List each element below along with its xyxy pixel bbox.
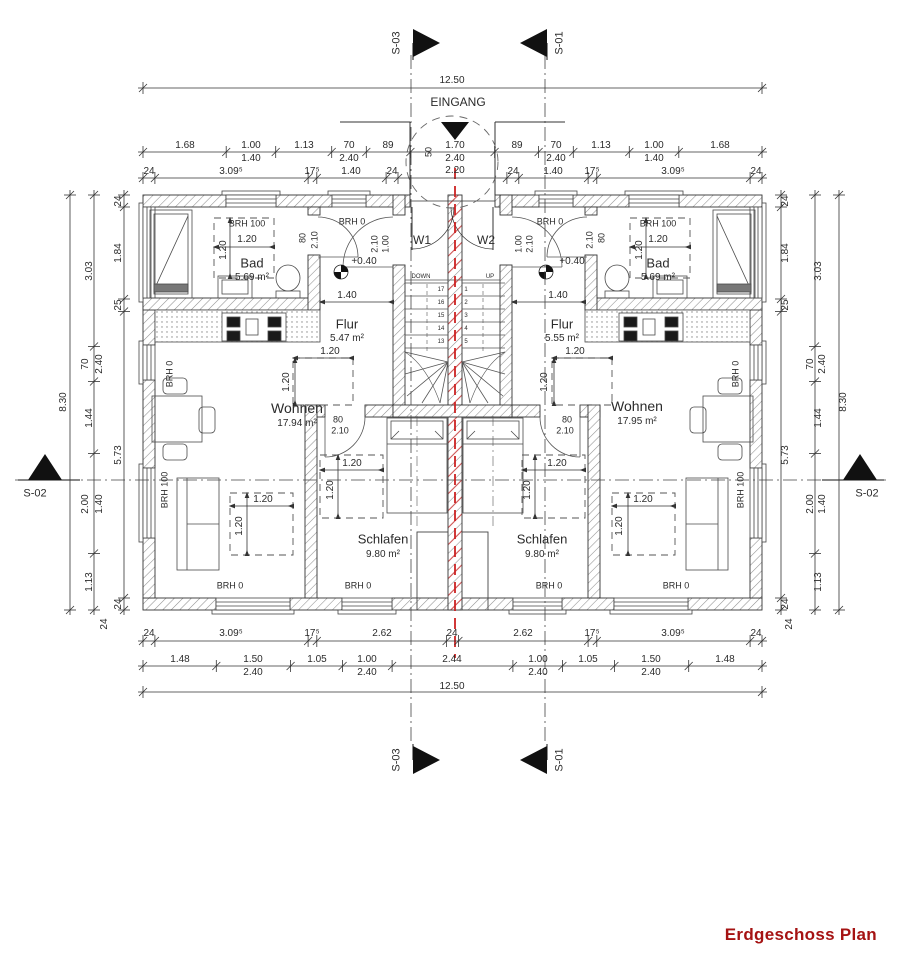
label-bottom: 1.00 (528, 654, 548, 665)
sofa (686, 478, 728, 570)
label-annot: 1.20 (522, 480, 533, 500)
label-bottom: 12.50 (439, 681, 465, 692)
section-arrow-s02-right (822, 454, 884, 480)
label-top: 24 (386, 166, 398, 177)
washbasin-icon (653, 276, 687, 298)
label-rooms: 5.47 m² (330, 333, 364, 344)
label-top: 2.40 (546, 153, 566, 164)
label-bottom: 24 (143, 628, 155, 639)
label-stairs: DOWN (411, 274, 431, 280)
kitchen-counter (585, 310, 750, 342)
label-bottom: 24 (784, 618, 795, 630)
label-rooms: Schlafen (357, 531, 409, 547)
label-bottom: 17⁵ (584, 628, 600, 639)
label-right: 2.00 (805, 494, 816, 514)
label-top: 2.20 (445, 165, 465, 176)
label-top: 1.40 (543, 166, 563, 177)
label-annot: 1.20 (234, 516, 245, 536)
label-stairs: 13 (437, 339, 445, 345)
label-stairs: 17 (437, 287, 445, 293)
label-top: 2.40 (445, 153, 465, 164)
label-annot: 1.20 (565, 346, 585, 357)
label-annot: +0.40 (559, 256, 585, 267)
label-left: 70 (80, 358, 91, 370)
label-annot: BRH 0 (164, 360, 175, 388)
label-annot: 1.00 (380, 235, 391, 253)
section-arrow-s02-left (18, 454, 80, 480)
section-arrow-s01-bottom (520, 744, 547, 774)
label-top: 17⁵ (584, 166, 600, 177)
label-left: 2.40 (94, 354, 105, 374)
label-annot: 2.10 (524, 235, 535, 253)
label-rooms: 9.80 m² (525, 549, 559, 560)
label-annot: 1.40 (548, 290, 568, 301)
label-annot: W1 (413, 233, 431, 247)
label-annot: BRH 0 (535, 580, 563, 591)
label-top: EINGANG (430, 95, 486, 109)
label-bottom: 17⁵ (304, 628, 320, 639)
label-sections: S-03 (390, 31, 403, 55)
kitchen-counter (155, 310, 320, 342)
label-stairs: 3 (464, 313, 468, 319)
label-rooms: 5.55 m² (545, 333, 579, 344)
label-annot: 1.20 (281, 372, 292, 392)
label-top: 1.00 (241, 140, 261, 151)
label-stairs: UP (485, 274, 495, 280)
label-left: 5.73 (113, 445, 124, 465)
label-top: 3.09⁵ (661, 166, 685, 177)
label-annot: 2.10 (369, 235, 380, 253)
label-right: 70 (805, 358, 816, 370)
label-bottom: 3.09⁵ (219, 628, 243, 639)
label-top: 50 (423, 146, 434, 158)
label-top: 1.40 (241, 153, 261, 164)
label-bottom: 24 (446, 628, 458, 639)
label-rooms: Bad (646, 255, 670, 271)
label-left: 25 (113, 299, 124, 311)
label-annot: BRH 0 (730, 360, 741, 388)
label-annot: 1.20 (614, 516, 625, 536)
label-top: 17⁵ (304, 166, 320, 177)
toilet-icon (605, 265, 629, 298)
label-annot: BRH 100 (639, 218, 677, 229)
label-left: 24 (113, 598, 124, 610)
label-annot: BRH 0 (338, 216, 366, 227)
label-top: 1.68 (710, 140, 730, 151)
label-right: 24 (780, 598, 791, 610)
label-annot: 1.20 (253, 494, 273, 505)
label-rooms: Bad (240, 255, 264, 271)
label-top: 1.13 (294, 140, 314, 151)
label-left: 2.00 (80, 494, 91, 514)
shower-icon (150, 210, 192, 298)
label-top: 24 (143, 166, 155, 177)
label-annot: BRH 100 (228, 218, 266, 229)
label-right: 1.13 (813, 572, 824, 592)
label-rooms: 9.80 m² (366, 549, 400, 560)
dining-table (152, 378, 215, 460)
label-sections: S-02 (855, 487, 879, 500)
label-bottom: 2.62 (372, 628, 392, 639)
sofa (177, 478, 219, 570)
label-top: 89 (382, 140, 394, 151)
label-annot: 2.10 (331, 425, 349, 436)
label-annot: 2.10 (556, 425, 574, 436)
label-stairs: 5 (464, 339, 468, 345)
label-rooms: Flur (335, 316, 359, 332)
label-annot: BRH 100 (735, 471, 746, 509)
label-right: 1.40 (817, 494, 828, 514)
label-top: 2.40 (339, 153, 359, 164)
label-annot: 1.40 (337, 290, 357, 301)
label-left: 1.44 (84, 408, 95, 428)
label-bottom: 2.62 (513, 628, 533, 639)
label-rooms: Flur (550, 316, 574, 332)
label-top: 1.40 (644, 153, 664, 164)
label-annot: BRH 0 (662, 580, 690, 591)
label-bottom: 24 (750, 628, 762, 639)
label-bottom: 2.40 (243, 667, 263, 678)
label-bottom: 2.40 (641, 667, 661, 678)
label-bottom: 2.44 (442, 654, 462, 665)
label-annot: BRH 0 (536, 216, 564, 227)
plan-title: Erdgeschoss Plan (724, 925, 877, 944)
label-left: 8.30 (58, 392, 69, 412)
label-top: 12.50 (439, 75, 465, 86)
label-left: 1.40 (94, 494, 105, 514)
label-top: 1.68 (175, 140, 195, 151)
label-annot: BRH 0 (216, 580, 244, 591)
label-annot: W2 (477, 233, 495, 247)
section-arrow-s01-top (520, 29, 547, 60)
label-right: 2.40 (817, 354, 828, 374)
label-stairs: 1 (464, 287, 468, 293)
label-top: 1.40 (341, 166, 361, 177)
label-top: 3.09⁵ (219, 166, 243, 177)
label-top: 1.70 (445, 140, 465, 151)
label-top: 1.13 (591, 140, 611, 151)
label-rooms: 17.95 m² (617, 416, 657, 427)
label-bottom: 2.40 (357, 667, 377, 678)
label-bottom: 3.09⁵ (661, 628, 685, 639)
label-annot: 1.20 (325, 480, 336, 500)
label-annot: 1.20 (634, 240, 645, 260)
label-annot: 1.20 (648, 234, 668, 245)
label-right: 24 (780, 195, 791, 207)
label-annot: 80 (332, 414, 344, 425)
label-bottom: 1.05 (307, 654, 327, 665)
label-left: 1.13 (84, 572, 95, 592)
washbasin-icon (218, 276, 252, 298)
label-bottom: 1.50 (243, 654, 263, 665)
label-bottom: 1.48 (715, 654, 735, 665)
label-annot: +0.40 (351, 256, 377, 267)
section-arrow-s03-bottom (413, 744, 440, 774)
label-bottom: 24 (99, 618, 110, 630)
label-annot: 80 (297, 232, 308, 244)
label-left: 3.03 (84, 261, 95, 281)
label-rooms: Schlafen (516, 531, 568, 547)
label-sections: S-03 (390, 748, 403, 772)
label-top: 24 (750, 166, 762, 177)
label-bottom: 1.48 (170, 654, 190, 665)
toilet-icon (276, 265, 300, 298)
label-annot: 1.20 (320, 346, 340, 357)
label-top: 70 (343, 140, 355, 151)
label-top: 1.00 (644, 140, 664, 151)
label-annot: BRH 0 (344, 580, 372, 591)
label-stairs: 2 (464, 300, 468, 306)
section-arrow-s03-top (413, 29, 440, 60)
label-stairs: 14 (437, 326, 445, 332)
label-stairs: 4 (464, 326, 468, 332)
label-annot: 1.20 (547, 458, 567, 469)
entrance-arrow-icon (441, 122, 469, 140)
label-rooms: Wohnen (611, 398, 663, 414)
label-sections: S-01 (553, 31, 566, 55)
label-stairs: 15 (437, 313, 445, 319)
label-right: 5.73 (780, 445, 791, 465)
label-annot: 1.20 (539, 372, 550, 392)
label-left: 24 (113, 195, 124, 207)
label-right: 1.44 (813, 408, 824, 428)
label-rooms: 17.94 m² (277, 418, 317, 429)
label-rooms: 5.69 m² (235, 272, 269, 283)
label-right: 3.03 (813, 261, 824, 281)
dining-table (690, 378, 753, 460)
label-top: 24 (507, 166, 519, 177)
label-bottom: 1.00 (357, 654, 377, 665)
label-annot: 2.10 (584, 231, 595, 249)
label-annot: 1.20 (342, 458, 362, 469)
label-annot: 80 (596, 232, 607, 244)
label-bottom: 1.50 (641, 654, 661, 665)
label-sections: S-01 (553, 748, 566, 772)
label-bottom: 2.40 (528, 667, 548, 678)
label-right: 8.30 (838, 392, 849, 412)
label-annot: 2.10 (309, 231, 320, 249)
label-sections: S-02 (23, 487, 47, 500)
label-stairs: 16 (437, 300, 445, 306)
label-rooms: 5.69 m² (641, 272, 675, 283)
label-rooms: Wohnen (271, 400, 323, 416)
label-top: 70 (550, 140, 562, 151)
label-left: 1.84 (113, 243, 124, 263)
shower-icon (713, 210, 755, 298)
label-right: 25 (780, 299, 791, 311)
label-top: 89 (511, 140, 523, 151)
label-annot: BRH 100 (159, 471, 170, 509)
label-annot: 80 (561, 414, 573, 425)
label-annot: 1.20 (237, 234, 257, 245)
label-bottom: 1.05 (578, 654, 598, 665)
label-annot: 1.20 (633, 494, 653, 505)
label-annot: 1.00 (513, 235, 524, 253)
label-right: 1.84 (780, 243, 791, 263)
label-annot: 1.20 (218, 240, 229, 260)
